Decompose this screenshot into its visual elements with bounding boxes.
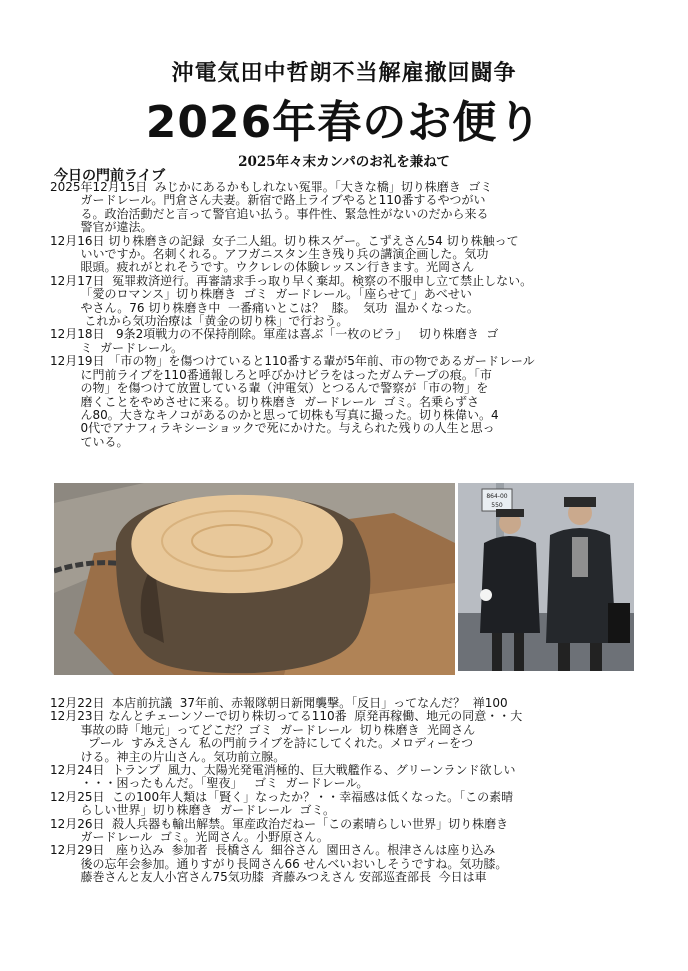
sign-number: 864-00 <box>486 493 508 500</box>
diary-entries-top: 2025年12月15日 みじかにあるかもしれない冤罪。「大きな橋」切り株磨き ゴミ ガードレール。門倉さん夫妻。新宿で路上ライブやると110番するやつがい る。政治活動だと言って警官追い払う。事件性、緊急性がないのだから来る 警官が違法。 12月16日 切り株磨きの記録 女子二人組。切り株スゲー。こずえさん54 切り株触って いいですか。名刺くれる。アフガニスタン生き残り兵の講演企画した。気功 眼頭。疲れがとれそうです。ウクレレの体験レッスン行きます。光岡さん 12月17日 冤罪救済逆行。再審請求手っ取り早く棄却。検察の不服申し立て禁止しない。 「愛のロマンス」切り株磨き ゴミ ガードレール。「座らせて」あべせい やさん。76 切り株磨き中 一番痛いとこは？ 膝。 気功 温かくなった。 これから気功治療は「黄金の切り株」で行おう。 12月18日 9条2項戦力の不保持削除。軍産は喜ぶ「一枚のビラ」 切り株磨き ゴ ミ ガードレール。 12月19日 「市の物」を傷つけていると110番する輩が5年前、市の物であるガードレール に門前ライブを110番通報しろと呼びかけビラをはったガムテープの痕。「市 の物」を傷つけて放置している輩（沖電気）とつるんで警察が「市の物」を 磨くことをやめさせに来る。切り株磨き ガードレール ゴミ。名乗らずさ ん80。大きなキノコがあるのかと思って切株も写真に撮った。切り株偉い。4 0代でアナフィラキシーショックで死にかけた。与えられた残りの人生と思っ ている。 <box>50 180 535 449</box>
section-heading: 今日の門前ライブ <box>54 168 166 184</box>
diary-entries-bottom: 12月22日 本店前抗議 37年前、赤報隊朝日新聞襲撃。「反日」ってなんだ？ 禅100 12月23日 なんとチェーンソーで切り株切ってる110番 原発再稼働、地元の同意・・大 事故の時「地元」ってどこだ？ゴミ ガードレール 切り株磨き 光岡さん プール すみえさん 私の門前ライブを詩にしてくれた。メロディーをつ ける。神主の片山さん。気功前立腺。 12月24日 トランプ 風力、太陽光発電消極的、巨大戦艦作る、グリーンランド欲しい ・・・困ったもんだ。「聖夜」 ゴミ ガードレール。 12月25日 この100年人類は「賢く」なったか？・・幸福感は低くなった。「この素晴 らしい世界」切り株磨き ガードレール ゴミ。 12月26日 殺人兵器も輸出解禁。軍産政治だねー「この素晴らしい世界」切り株磨き ガードレール ゴミ。光岡さん。小野原さん。 12月29日 座り込み 参加者 長橋さん 細谷さん 園田さん。根津さんは座り込み 後の忘年会参加。通りすがり長岡さん66 せんべいおいしそうですね。気功膝。 藤巻さんと友人小宮さん75気功膝 斉藤みつえさん 安部巡査部長 今日は車 <box>50 696 523 885</box>
people-photo <box>458 483 634 671</box>
sign-number-2: 550 <box>491 502 503 509</box>
stump-photo <box>54 483 455 675</box>
thanks-note: 2025年々末カンパのお礼を兼ねて <box>238 154 450 170</box>
campaign-subtitle: 沖電気田中哲朗不当解雇撤回闘争 <box>171 61 517 86</box>
page-title: 2026年春のお便り <box>145 97 543 148</box>
